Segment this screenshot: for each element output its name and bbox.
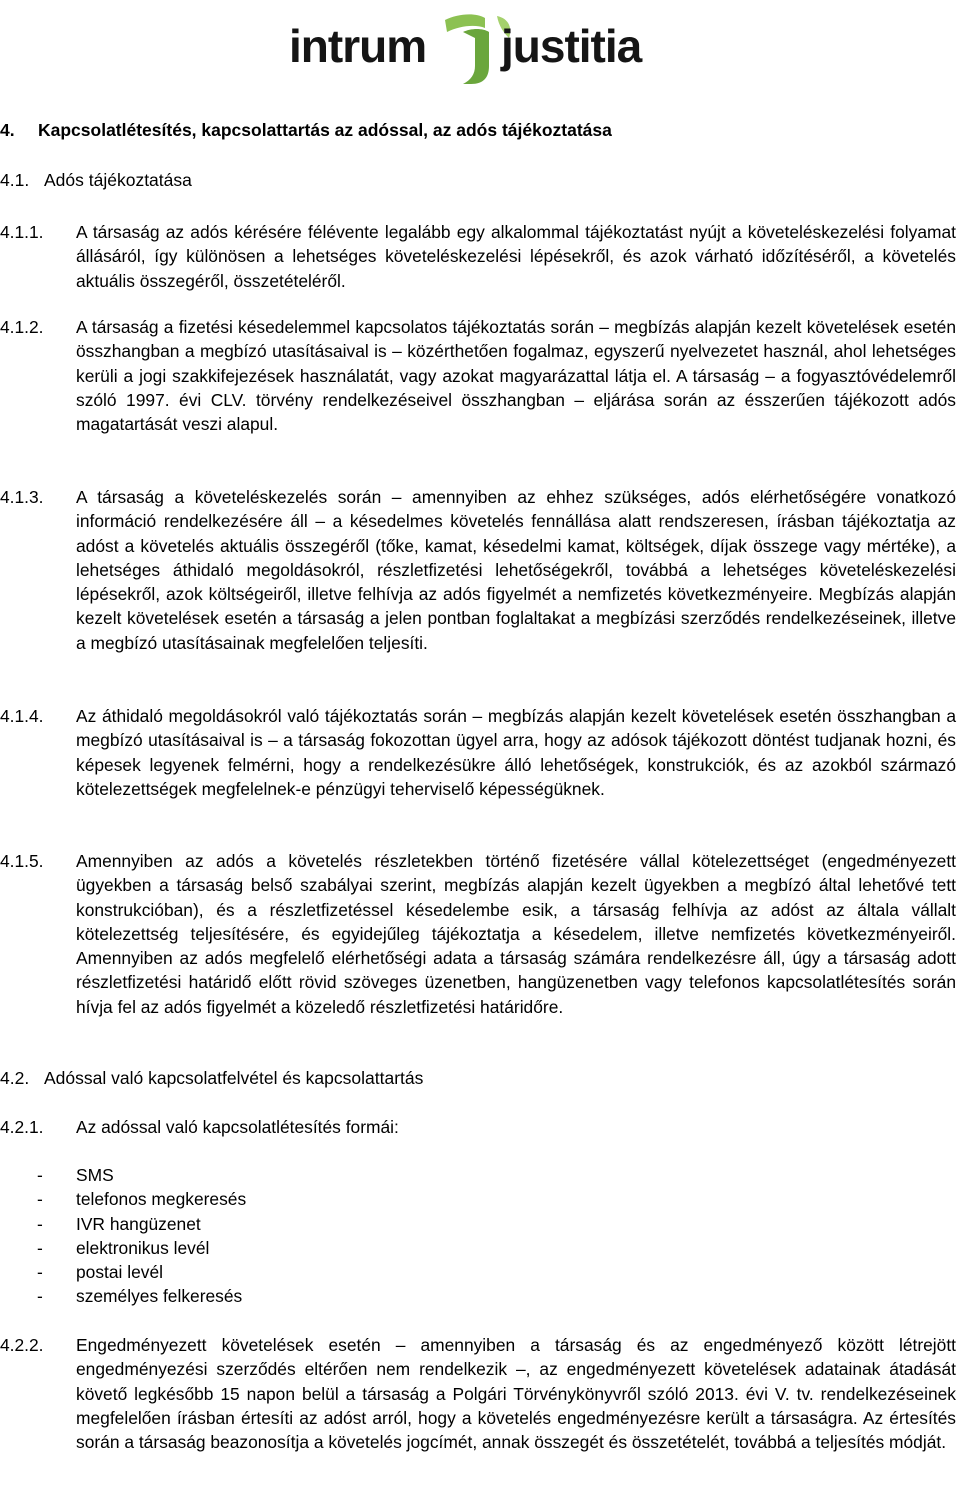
paragraph-number: 4.2.1. — [0, 1117, 44, 1137]
subsection-heading-4-1 — [0, 170, 192, 191]
subsection-title: Adós tájékoztatása — [44, 170, 192, 190]
paragraph-4-1-1 — [0, 220, 956, 293]
paragraph-number: 4.1.2. — [0, 317, 44, 337]
paragraph-4-1-5 — [0, 849, 956, 1019]
paragraph-4-2-1 — [0, 1115, 956, 1139]
list-item-text: SMS — [76, 1165, 114, 1185]
list-dash: - — [37, 1237, 43, 1258]
logo-left-word: intrum — [289, 20, 427, 72]
paragraph-number: 4.2.2. — [0, 1335, 44, 1355]
section-heading — [0, 120, 612, 141]
list-dash: - — [37, 1286, 43, 1307]
subsection-number: 4.2. — [0, 1068, 30, 1088]
section-number: 4. — [0, 120, 15, 140]
logo-graphic — [287, 4, 667, 92]
list-item-text: személyes felkeresés — [76, 1286, 243, 1307]
paragraph-4-2-2 — [0, 1333, 956, 1454]
paragraph-text: Az áthidaló megoldásokról való tájékoztatás során – megbízás alapján kezelt követelések esetén összhangban a megbízó utasításaival is – a társaság fokozottan ügyel arra, hogy az adósok tájékozott döntést tudjanak hozni, és képesek legyenek felmérni, hogy a rendelkezésükre álló lehetőségek, konstrukciók, és az azokból származó kötelezettségek megfelelnek-e pénzügyi teherviselő képességüknek. — [76, 706, 956, 799]
paragraph-number: 4.1.4. — [0, 706, 44, 726]
paragraph-4-1-4 — [0, 704, 956, 801]
paragraph-number: 4.1.1. — [0, 222, 44, 242]
logo-right-word: justitia — [501, 20, 642, 72]
paragraph-4-1-2 — [0, 315, 956, 436]
list-dash: - — [37, 1262, 43, 1283]
list-dash: - — [37, 1213, 43, 1234]
intrum-justitia-logo — [287, 4, 667, 92]
paragraph-text: Amennyiben az adós a követelés részletekben történő fizetésére vállal kötelezettséget (engedményezett ügyekben a társaság belső szabályai szerint, megbízás alapján kezelt ügyekben a megbízó által lehetővé tett konstrukcióban), és a részletfizetéssel késedelembe esik, a társaság felhívja az adóst az általa vállalt kötelezettség teljesítésére, és egyidejűleg tájékoztatja a késedelem, illetve nemfizetés következményeiről. Amennyiben az adós megfelelő elérhetőségi adata a társaság számára rendelkezésre áll, úgy a társaság adott részletfizetési határidő előtt rövid szöveges üzenetben, hangüzenetben vagy telefonos kapcsolatlétesítés során hívja fel az adós figyelmét a közeledő részletfizetési határidőre. — [76, 851, 956, 1017]
paragraph-number: 4.1.3. — [0, 487, 44, 507]
list-item-text: elektronikus levél — [76, 1237, 210, 1258]
paragraph-text: A társaság az adós kérésére félévente legalább egy alkalommal tájékoztatást nyújt a követeléskezelési folyamat állásáról, így különösen a lehetséges követeléskezelési lépésekről, és azok várható időzítéséről, a követelés aktuális összegéről, összetételéről. — [76, 222, 956, 291]
paragraph-text: Az adóssal való kapcsolatlétesítés formái: — [76, 1117, 399, 1137]
list-item-text: telefonos megkeresés — [76, 1189, 247, 1210]
section-title: Kapcsolatlétesítés, kapcsolattartás az adóssal, az adós tájékoztatása — [38, 120, 612, 140]
list-item-text: postai levél — [76, 1262, 164, 1283]
list-item-text: IVR hangüzenet — [76, 1213, 201, 1234]
paragraph-text: Engedményezett követelések esetén – amennyiben a társaság és az engedményező között létrejött engedményezési szerződés eltérően nem rendelkezik –, az engedményezett követelések adatainak átadását követő legkésőbb 15 napon belül a társaság a Polgári Törvénykönyvről szóló 2013. évi V. tv. rendelkezéseinek megfelelően írásban értesíti az adóst arról, hogy a követelés engedményezésre került a társaságra. Az értesítés során a társaság beazonosítja a követelés jogcímét, annak összegét és összetételét, továbbá a teljesítés módját. — [76, 1335, 956, 1453]
paragraph-text: A társaság a fizetési késedelemmel kapcsolatos tájékoztatás során – megbízás alapján kezelt követelések esetén összhangban a megbízó utasításaival is – közérthetően fogalmaz, egyszerű nyelvezetet használ, ahol lehetséges kerüli a jogi szakkifejezések használatát, vagy azokat magyarázattal látja el. A társaság – a fogyasztóvédelemről szóló 1997. évi CLV. törvény rendelkezéseivel összhangban – eljárása során az ésszerűen tájékozott adós magatartását veszi alapul. — [76, 317, 956, 435]
subsection-title: Adóssal való kapcsolatfelvétel és kapcsolattartás — [44, 1068, 424, 1088]
subsection-number: 4.1. — [0, 170, 30, 190]
list-dash: - — [37, 1189, 43, 1210]
paragraph-text: A társaság a követeléskezelés során – amennyiben az ehhez szükséges, adós elérhetőségére vonatkozó információ rendelkezésére áll – a késedelmes követelés fennállása alatt rendszeresen, írásban tájékoztatja az adóst a követelés aktuális összegéről (tőke, kamat, késedelmi kamat, költségek, díjak összege vagy mértéke), a lehetséges áthidaló megoldásokról, részletfizetési lehetőségekről, továbbá a lehetséges követeléskezelési lépésekről, azok költségeiről, illetve felhívja az adós figyelmét a nemfizetés következményeire. Megbízás alapján kezelt követelések esetén a társaság a jelen pontban foglaltakat a megbízási szerződés rendelkezéseinek, illetve a megbízó utasításainak megfelelően teljesíti. — [76, 487, 956, 653]
list-dash: - — [37, 1165, 43, 1185]
paragraph-number: 4.1.5. — [0, 851, 44, 871]
paragraph-4-1-3 — [0, 485, 956, 655]
subsection-heading-4-2 — [0, 1068, 423, 1089]
